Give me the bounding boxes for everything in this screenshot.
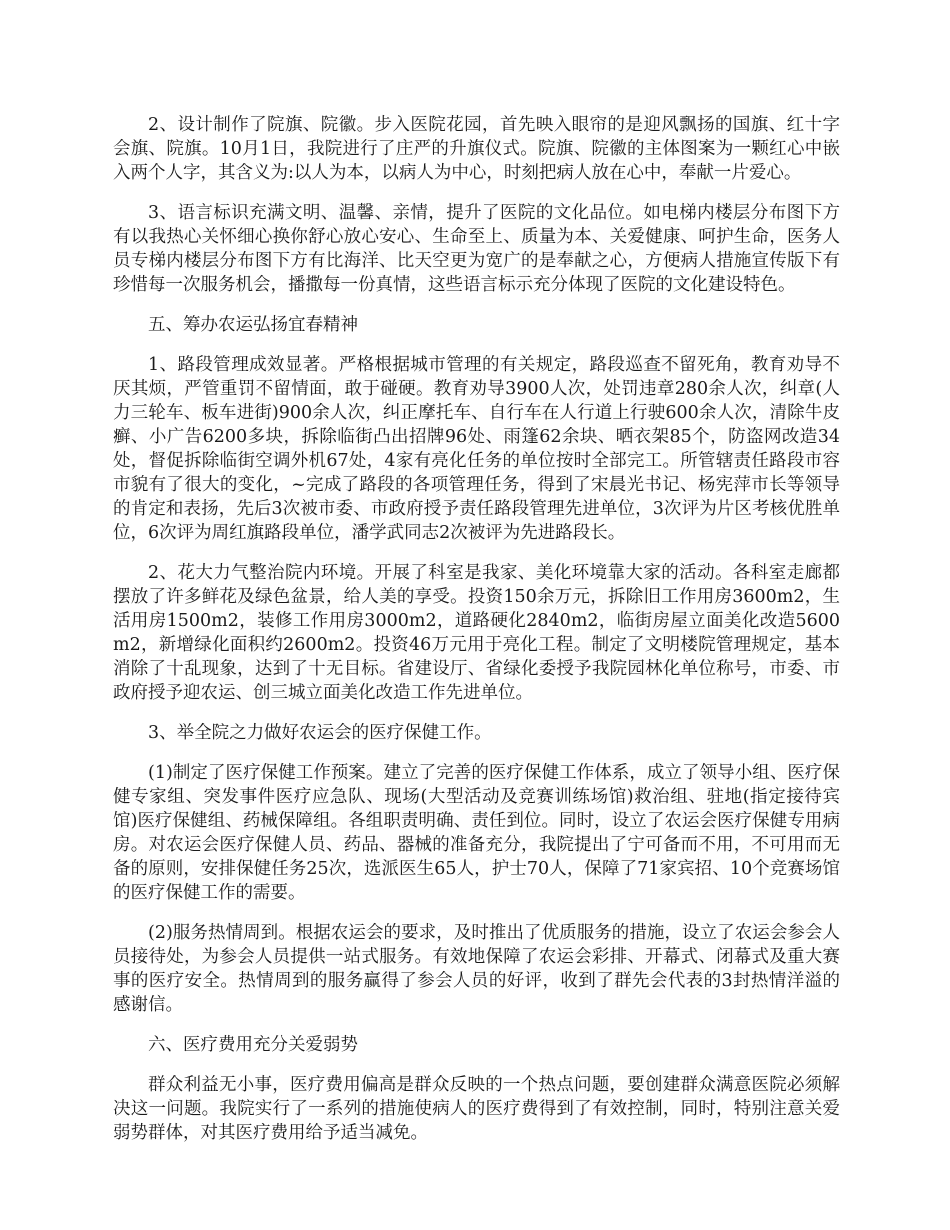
paragraph-hospital-flag: 2、设计制作了院旗、院徽。步入医院花园，首先映入眼帘的是迎风飘扬的国旗、红十字会旗、院旗。10月1日，我院进行了庄严的升旗仪式。院旗、院徽的主体图案为一颗红心中嵌入两个人字，其含义为:以人为本，以病人为中心，时刻把病人放在心中，奉献一片爱心。 xyxy=(113,115,840,183)
paragraph-medical-costs: 群众利益无小事，医疗费用偏高是群众反映的一个热点问题，要创建群众满意医院必须解决这一问题。我院实行了一系列的措施使病人的医疗费得到了有效控制，同时，特别注意关爱弱势群体，对其医疗费用给予适当减免。 xyxy=(113,1075,840,1143)
paragraph-service: (2)服务热情周到。根据农运会的要求，及时推出了优质服务的措施，设立了农运会参会人员接待处，为参会人员提供一站式服务。有效地保障了农运会彩排、开幕式、闭幕式及重大赛事的医疗安全。热情周到的服务赢得了参会人员的好评，收到了群先会代表的3封热情洋溢的感谢信。 xyxy=(113,923,840,1015)
paragraph-medical-plan: (1)制定了医疗保健工作预案。建立了完善的医疗保健工作体系，成立了领导小组、医疗保健专家组、突发事件医疗应急队、现场(大型活动及竞赛训练场馆)救治组、驻地(指定接待宾馆)医疗保健组、药械保障组。各组职责明确、责任到位。同时，设立了农运会医疗保健专用病房。对农运会医疗保健人员、药品、器械的准备充分，我院提出了宁可备而不用，不可用而无备的原则，安排保健任务25次，选派医生65人，护士70人，保障了71家宾招、10个竞赛场馆的医疗保健工作的需要。 xyxy=(113,763,840,903)
subheading-medical-care: 3、举全院之力做好农运会的医疗保健工作。 xyxy=(148,723,492,743)
paragraph-language-signs: 3、语言标识充满文明、温馨、亲情，提升了医院的文化品位。如电梯内楼层分布图下方有以我热心关怀细心换你舒心放心安心、生命至上、质量为本、关爱健康、呵护生命，医务人员专梯内楼层分布图下方有比海洋、比天空更为宽广的是奉献之心，方便病人措施宣传版下有珍惜每一次服务机会，播撒每一份真情，这些语言标示充分体现了医院的文化建设特色。 xyxy=(113,203,840,295)
section-heading-six: 六、医疗费用充分关爱弱势 xyxy=(148,1035,358,1055)
section-heading-five: 五、筹办农运弘扬宜春精神 xyxy=(148,315,358,335)
paragraph-road-management: 1、路段管理成效显著。严格根据城市管理的有关规定，路段巡查不留死角，教育劝导不厌其烦，严管重罚不留情面，敢于碰硬。教育劝导3900人次，处罚违章280余人次，纠章(人力三轮车、板车进街)900余人次，纠正摩托车、自行车在人行道上行驶600余人次，清除牛皮癣、小广告6200多块，拆除临街凸出招牌96处、雨篷62余块、晒衣架85个，防盗网改造34处，督促拆除临街空调外机67处，4家有亮化任务的单位按时全部完工。所管辖责任路段市容市貌有了很大的变化，~完成了路段的各项管理任务，得到了宋晨光书记、杨宪萍市长等领导的肯定和表扬，先后3次被市委、市政府授予责任路段管理先进单位，3次评为片区考核优胜单位，6次评为周红旗路段单位，潘学武同志2次被评为先进路段长。 xyxy=(113,355,840,543)
paragraph-environment: 2、花大力气整治院内环境。开展了科室是我家、美化环境靠大家的活动。各科室走廊都摆放了许多鲜花及绿色盆景，给人美的享受。投资150余万元，拆除旧工作用房3600m2，生活用房1500m2，装修工作用房3000m2，道路硬化2840m2，临街房屋立面美化改造5600m2，新增绿化面积约2600m2。投资46万元用于亮化工程。制定了文明楼院管理规定，基本消除了十乱现象，达到了十无目标。省建设厅、省绿化委授予我院园林化单位称号，市委、市政府授予迎农运、创三城立面美化改造工作先进单位。 xyxy=(113,563,840,703)
